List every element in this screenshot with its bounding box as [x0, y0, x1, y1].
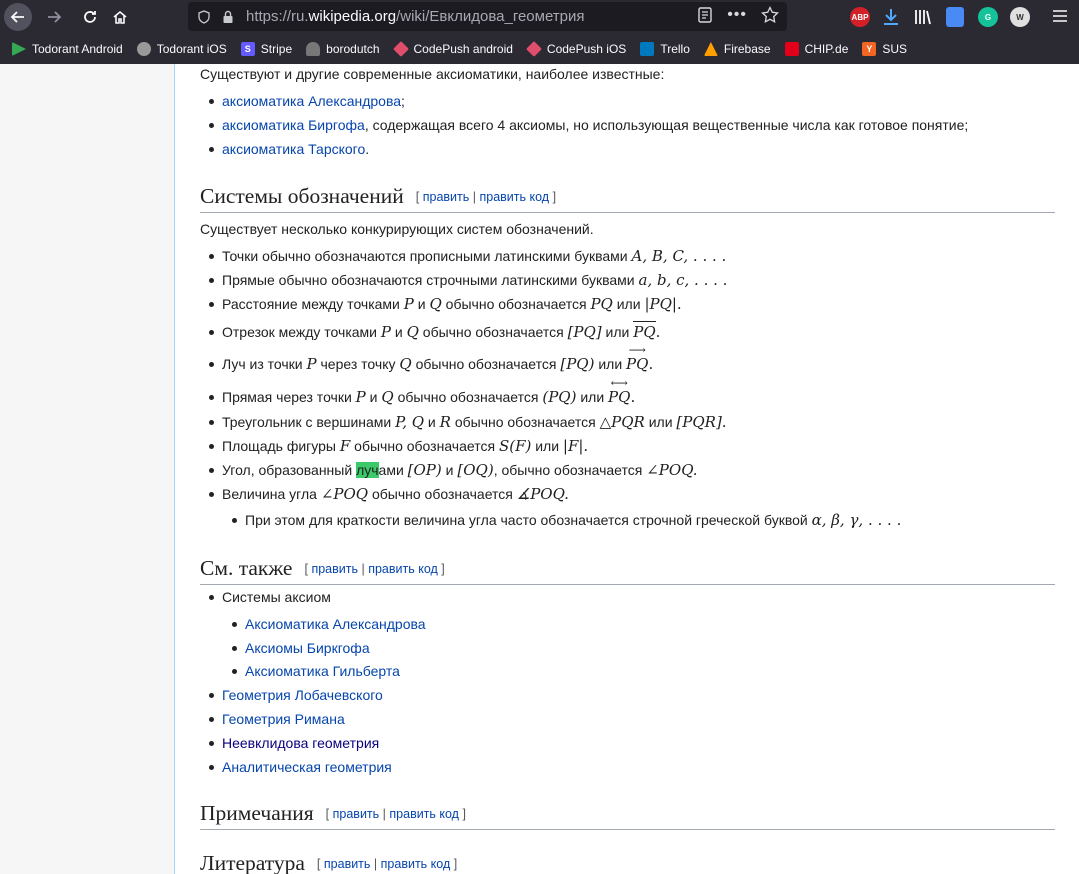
play-store-icon [12, 42, 26, 56]
edit-links: [ править | править код ] [304, 562, 445, 576]
lock-icon[interactable] [218, 7, 238, 27]
shield-icon[interactable] [194, 7, 214, 27]
link-aksiomatika-aleksandrova[interactable]: аксиоматика Александрова [222, 93, 402, 109]
bookmark-trello[interactable]: Trello [640, 42, 690, 56]
list-item [222, 733, 379, 753]
list-item: Прямые обычно обозначаются строчными латинскими буквами a, b, c, . . . . [222, 271, 728, 289]
heading-notation: Системы обозначений [ править | править код ] [200, 182, 1055, 213]
reader-view-icon[interactable] [697, 6, 713, 29]
list-item: Площадь фигуры F обычно обозначается S(F) или |F|. [222, 437, 589, 455]
firebase-icon [704, 42, 718, 56]
forward-button[interactable] [40, 3, 68, 31]
list-item: При этом для краткости величина угла часто обозначается строчной греческой буквой α, β, γ, . . . . [245, 511, 902, 529]
list-item: Отрезок между точками P и Q обычно обозначается [PQ] или PQ. [222, 323, 661, 341]
edit-links: [ править | править код ] [316, 857, 458, 871]
link-geometriya-rimana[interactable]: Геометрия Римана [222, 711, 345, 727]
reload-button[interactable] [76, 3, 104, 31]
list-item: Угол, образованный лучами [OP) и [OQ), обычно обозначается ∠POQ. [222, 461, 698, 479]
grammarly-icon[interactable]: G [978, 7, 998, 27]
list-item [222, 685, 383, 705]
menu-icon[interactable] [1052, 9, 1068, 28]
list-item: Точки обычно обозначаются прописными латинскими буквами A, B, C, . . . . [222, 247, 727, 265]
home-icon [112, 9, 128, 25]
adblock-icon[interactable]: ABP [850, 7, 870, 27]
list-item [222, 709, 345, 729]
link-aksiomatika-birgofa[interactable]: аксиоматика Биргофа [222, 117, 365, 133]
trello-icon [640, 42, 654, 56]
bookmark-stripe[interactable]: S Stripe [241, 42, 292, 56]
heading-notes: Примечания [ править | править код ] [200, 799, 1055, 830]
list-item: Прямая через точки P и Q обычно обозначается (PQ) или ⟷ PQ. [222, 376, 636, 406]
link-geometriya-lobachevskogo[interactable]: Геометрия Лобачевского [222, 687, 383, 703]
list-item [245, 614, 426, 634]
bookmark-firebase[interactable]: Firebase [704, 42, 771, 56]
back-arrow-icon [10, 9, 26, 25]
list-item [222, 757, 392, 777]
library-icon[interactable] [914, 8, 932, 31]
link-neevklidova-geometriya[interactable]: Неевклидова геометрия [222, 735, 380, 751]
stripe-icon: S [241, 42, 255, 56]
chip-icon [785, 42, 799, 56]
home-button[interactable] [106, 3, 134, 31]
edit-code-link[interactable]: править код [479, 190, 550, 204]
link-aksiomatika-tarskogo[interactable]: аксиоматика Тарского [222, 141, 366, 157]
link-aksiomatika-gilberta[interactable]: Аксиоматика Гильберта [245, 663, 400, 679]
bookmark-sus[interactable]: Y SUS [862, 42, 907, 56]
edit-code-link[interactable]: править код [368, 562, 438, 576]
list-item: аксиоматика Биргофа, содержащая всего 4 аксиомы, но использующая вещественные числа как готовое понятие; [222, 117, 969, 133]
bookmarks-bar [0, 34, 1079, 64]
edit-link[interactable]: править [323, 857, 371, 871]
list-item [245, 661, 400, 681]
bookmark-chip[interactable]: CHIP.de [785, 42, 849, 56]
link-aksiomatika-aleksandrova-2[interactable]: Аксиоматика Александрова [245, 616, 426, 632]
codepush-icon [393, 41, 409, 57]
edit-link[interactable]: править [332, 807, 380, 821]
list-item [245, 638, 370, 658]
list-item: Системы аксиом [222, 589, 331, 605]
bookmark-codepush-ios[interactable]: CodePush iOS [527, 42, 626, 56]
list-item: Расстояние между точками P и Q обычно обозначается PQ или |PQ|. [222, 295, 682, 313]
list-item: Треугольник с вершинами P, Q и R обычно обозначается △PQR или [PQR]. [222, 413, 727, 431]
apple-icon [137, 42, 151, 56]
url-bar[interactable] [188, 2, 787, 31]
profile-icon[interactable]: W [1010, 7, 1030, 27]
bookmark-star-icon[interactable] [761, 6, 779, 29]
more-actions-icon[interactable]: ••• [727, 6, 747, 23]
forward-arrow-icon [46, 9, 62, 25]
wiki-sidebar [0, 64, 175, 874]
bookmark-todorant-ios[interactable]: Todorant iOS [137, 42, 227, 56]
search-highlight: луч [356, 462, 379, 478]
edit-links: [ править | править код ] [325, 807, 466, 821]
bookmark-borodutch[interactable]: borodutch [306, 42, 379, 56]
notation-intro: Существует несколько конкурирующих систем обозначений. [200, 221, 594, 237]
user-icon [306, 42, 320, 56]
url-text: https://ru.wikipedia.org/wiki/Евклидова_геометрия [246, 8, 585, 25]
edit-link[interactable]: править [422, 190, 470, 204]
reload-icon [82, 9, 98, 25]
y-icon: Y [862, 42, 876, 56]
list-item: аксиоматика Тарского. [222, 141, 370, 157]
edit-links: [ править | править код ] [415, 190, 557, 204]
edit-code-link[interactable]: править код [389, 807, 459, 821]
download-icon[interactable] [882, 7, 900, 32]
intro-text: Существуют и другие современные аксиоматики, наиболее известные: [200, 66, 665, 82]
edit-link[interactable]: править [311, 562, 358, 576]
heading-see-also: См. также [ править | править код ] [200, 554, 1055, 585]
list-item: Луч из точки P через точку Q обычно обозначается [PQ) или ⟶ PQ. [222, 343, 654, 373]
browser-toolbar [0, 0, 1079, 34]
link-aksiomy-birkgofa[interactable]: Аксиомы Биркгофа [245, 640, 370, 656]
translate-icon[interactable] [946, 7, 964, 27]
list-item: Величина угла ∠POQ обычно обозначается ∡POQ. [222, 485, 569, 503]
bookmark-todorant-android[interactable]: Todorant Android [12, 42, 123, 56]
codepush-icon [526, 41, 542, 57]
bookmark-codepush-android[interactable]: CodePush android [394, 42, 513, 56]
edit-code-link[interactable]: править код [380, 857, 451, 871]
list-item: аксиоматика Александрова; [222, 93, 405, 109]
heading-literature: Литература [ править | править код ] [200, 851, 458, 874]
link-analiticheskaya-geometriya[interactable]: Аналитическая геометрия [222, 759, 392, 775]
back-button[interactable] [4, 3, 32, 31]
